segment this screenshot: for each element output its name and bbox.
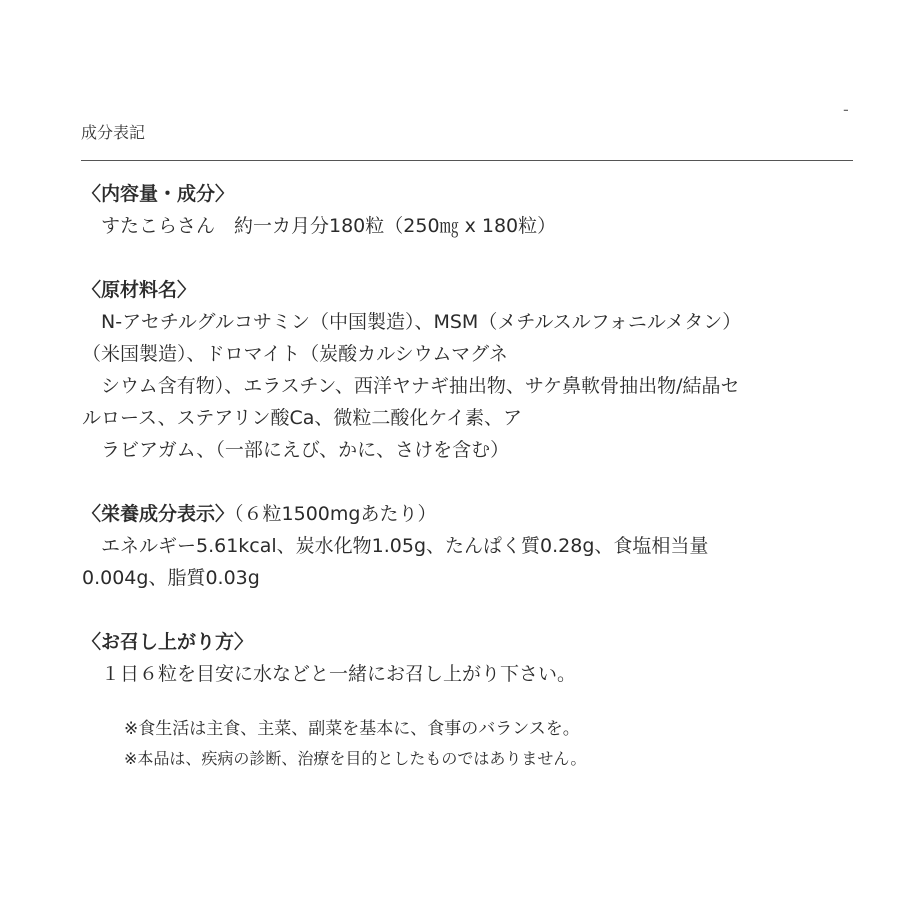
divider [81, 160, 853, 161]
contents-block [82, 178, 862, 242]
usage-line: １日６粒を目安に水などと一緒にお召し上がり下さい。 [82, 663, 577, 685]
nutrition-heading: 〈栄養成分表示〉 [82, 503, 235, 525]
usage-heading: 〈お召し上がり方〉 [82, 631, 254, 653]
ingredients-block [82, 274, 862, 466]
contents-line: すたこらさん 約一カ月分180粒（250㎎ x 180粒） [82, 215, 557, 237]
usage-block [82, 626, 862, 774]
ingredients-line: N-アセチルグルコサミン（中国製造）、MSM（メチルスルフォニルメタン） [82, 311, 742, 333]
notes [82, 714, 862, 774]
collapse-toggle[interactable]: - [843, 100, 849, 119]
nutrition-heading-row [82, 498, 862, 530]
ingredients-line: （米国製造）、ドロマイト（炭酸カルシウムマグネ [82, 343, 508, 365]
nutrition-heading-note: （６粒1500mgあたり） [234, 503, 437, 525]
nutrition-line: 0.004g、脂質0.03g [82, 567, 260, 589]
section-title: 成分表記 [81, 123, 146, 142]
nutrition-block [82, 498, 862, 594]
nutrition-line: エネルギー5.61kcal、炭水化物1.05g、たんぱく質0.28g、食塩相当量 [82, 535, 709, 557]
ingredients-heading: 〈原材料名〉 [82, 279, 197, 301]
note-line: ※本品は、疾病の診断、治療を目的としたものではありません。 [124, 749, 587, 768]
contents-heading: 〈内容量・成分〉 [82, 183, 235, 205]
note-line: ※食生活は主食、主菜、副菜を基本に、食事のバランスを。 [124, 719, 580, 739]
ingredient-label-content [82, 178, 862, 774]
ingredients-line: シウム含有物）、エラスチン、西洋ヤナギ抽出物、サケ鼻軟骨抽出物/結晶セ [82, 375, 740, 397]
ingredients-line: ルロース、ステアリン酸Ca、微粒二酸化ケイ素、ア [82, 407, 523, 429]
ingredients-line: ラビアガム、（一部にえび、かに、さけを含む） [82, 439, 510, 461]
